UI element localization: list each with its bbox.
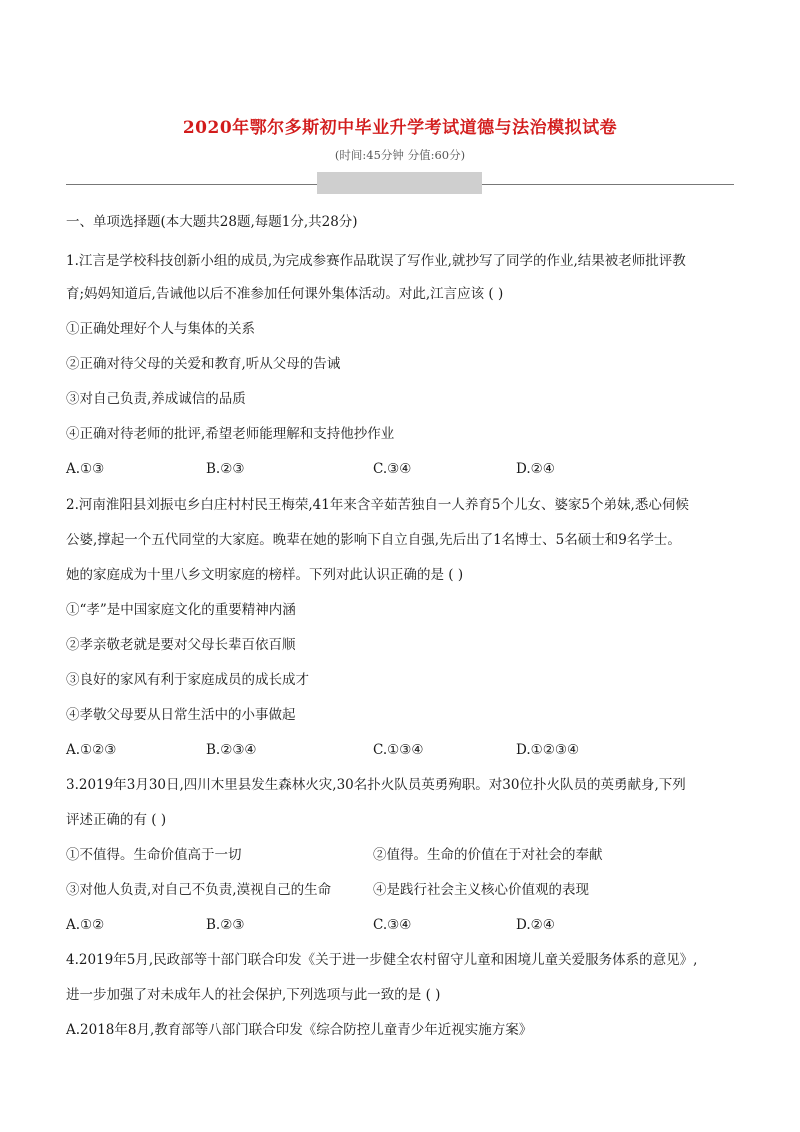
exam-title: 2020年鄂尔多斯初中毕业升学考试道德与法治模拟试卷 [182, 118, 618, 138]
question-3-statement-1: ①不值得。生命价值高于一切 [66, 847, 242, 863]
question-2-stem-line-3: 她的家庭成为十里八乡文明家庭的榜样。下列对此认识正确的是 ( ) [66, 567, 464, 583]
question-3-statement-2: ②值得。生命的价值在于对社会的奉献 [373, 847, 603, 863]
question-2-option-b[interactable]: B.②③④ [206, 742, 257, 758]
question-3-option-a[interactable]: A.①② [66, 917, 105, 933]
question-1-stem-line-1: 1.江言是学校科技创新小组的成员,为完成参赛作品耽误了写作业,就抄写了同学的作业,结果被老师批评教 [66, 253, 686, 269]
question-2-option-d[interactable]: D.①②③④ [516, 742, 580, 758]
exam-subtitle: (时间:45分钟 分值:60分) [334, 148, 466, 162]
question-1-statement-4: ④正确对待老师的批评,希望老师能理解和支持他抄作业 [66, 426, 395, 442]
question-2-statement-3: ③良好的家风有利于家庭成员的成长成才 [66, 672, 309, 688]
question-3-stem-line-2: 评述正确的有 ( ) [66, 812, 167, 828]
question-2-statement-4: ④孝敬父母要从日常生活中的小事做起 [66, 707, 296, 723]
question-3-stem-line-1: 3.2019年3月30日,四川木里县发生森林火灾,30名扑火队员英勇殉职。对30位扑火队员的英勇献身,下列 [66, 777, 686, 793]
question-1-option-b[interactable]: B.②③ [206, 461, 245, 477]
question-1-statement-3: ③对自己负责,养成诚信的品质 [66, 391, 246, 407]
question-2-statement-2: ②孝亲敬老就是要对父母长辈百依百顺 [66, 637, 296, 653]
question-3-option-b[interactable]: B.②③ [206, 917, 245, 933]
question-2-option-a[interactable]: A.①②③ [66, 742, 117, 758]
question-1-stem-line-2: 育;妈妈知道后,告诫他以后不准参加任何课外集体活动。对此,江言应该 ( ) [66, 286, 504, 302]
question-4-option-a[interactable]: A.2018年8月,教育部等八部门联合印发《综合防控儿童青少年近视实施方案》 [66, 1022, 533, 1038]
question-1-option-a[interactable]: A.①③ [66, 461, 105, 477]
header-divider-block [317, 172, 482, 194]
question-3-option-c[interactable]: C.③④ [373, 917, 412, 933]
question-1-option-c[interactable]: C.③④ [373, 461, 412, 477]
question-2-option-c[interactable]: C.①③④ [373, 742, 424, 758]
section-heading: 一、单项选择题(本大题共28题,每题1分,共28分) [66, 214, 358, 230]
question-3-statement-3: ③对他人负责,对自己不负责,漠视自己的生命 [66, 882, 332, 898]
question-1-statement-2: ②正确对待父母的关爱和教育,听从父母的告诫 [66, 356, 341, 372]
question-2-stem-line-2: 公婆,撑起一个五代同堂的大家庭。晚辈在她的影响下自立自强,先后出了1名博士、5名硕士和9名学士。 [66, 532, 681, 548]
question-4-stem-line-2: 进一步加强了对未成年人的社会保护,下列选项与此一致的是 ( ) [66, 987, 441, 1003]
question-3-option-d[interactable]: D.②④ [516, 917, 555, 933]
question-2-statement-1: ①“孝”是中国家庭文化的重要精神内涵 [66, 602, 296, 618]
question-2-stem-line-1: 2.河南淮阳县刘振屯乡白庄村村民王梅荣,41年来含辛茹苦独自一人养育5个儿女、婆家5个弟妹,悉心伺候 [66, 497, 689, 513]
question-1-option-d[interactable]: D.②④ [516, 461, 555, 477]
question-4-stem-line-1: 4.2019年5月,民政部等十部门联合印发《关于进一步健全农村留守儿童和困境儿童关爱服务体系的意见》, [66, 952, 698, 968]
question-1-statement-1: ①正确处理好个人与集体的关系 [66, 321, 255, 337]
question-3-statement-4: ④是践行社会主义核心价值观的表现 [373, 882, 589, 898]
